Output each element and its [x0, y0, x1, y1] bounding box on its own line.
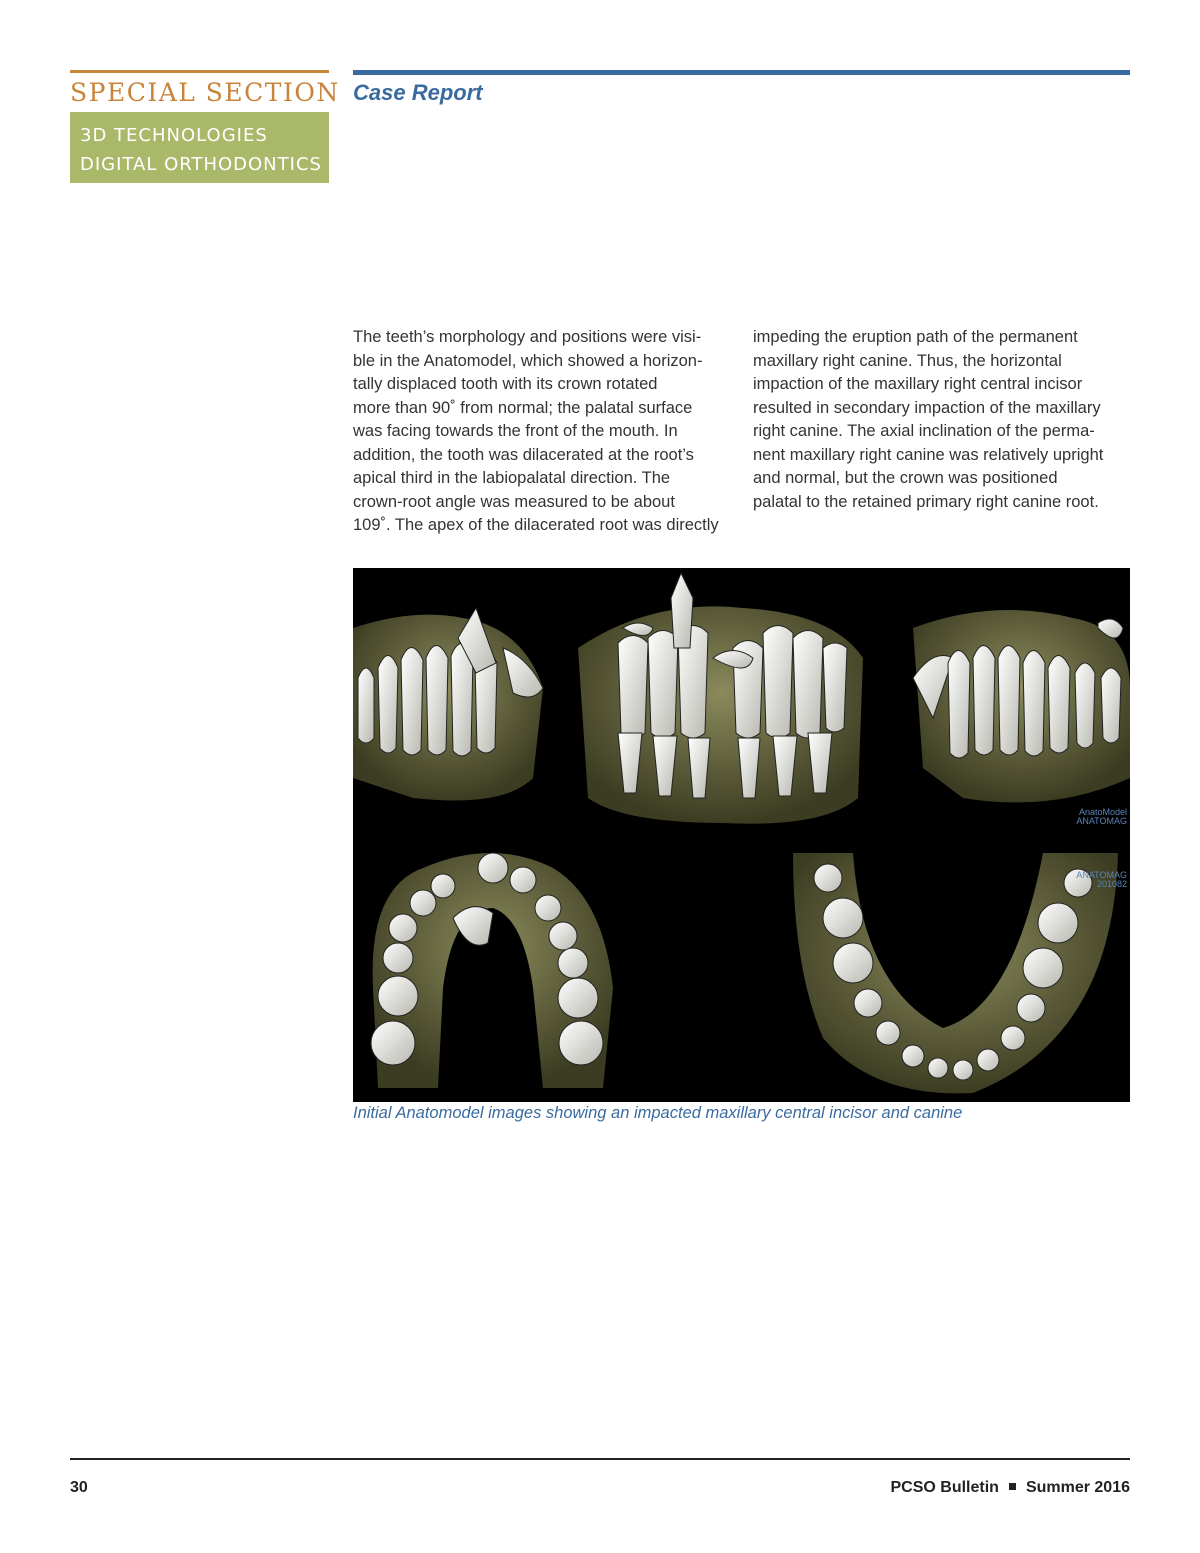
figure-caption: Initial Anatomodel images showing an impacted maxillary central incisor and canine: [353, 1104, 963, 1122]
section-rule: [70, 70, 329, 73]
footer-publication: [890, 1479, 1130, 1497]
body-column-right: impeding the eruption path of the permanent maxillary right canine. Thus, the horizontal impaction of the maxillary right central incisor resulted in secondary impaction of the maxillary right canine. The axial inclination of the perma- nent maxillary right canine was relatively upright and normal, but the crown was positioned palatal to the retained primary right canine root.: [753, 328, 1104, 511]
header-rule: [353, 70, 1130, 75]
body-column-left: The teeth’s morphology and positions were visi- ble in the Anatomodel, which showed a horizon- tally displaced tooth with its crown rotated more than 90˚ from normal; the palatal surface was facing towards the front of the mouth. In addition, the tooth was dilacerated at the root’s apical third in the labiopalatal direction. The crown-root angle was measured to be about 109˚. The apex of the dilacerated root was directly: [353, 328, 719, 534]
section-subtitle-line-2: DIGITAL ORTHODONTICS: [80, 154, 322, 175]
section-title: SPECIAL SECTION: [70, 78, 340, 107]
lateral-view-right: [913, 610, 1130, 803]
publication-name: PCSO Bulletin: [890, 1479, 999, 1496]
watermark-bottom-line-2: 201082: [1096, 879, 1127, 889]
watermark-top-line-2: ANATOMAG: [1076, 816, 1127, 826]
section-subtitle-box: [70, 112, 329, 183]
separator-square-icon: [1009, 1483, 1016, 1490]
watermark-bottom-line-1: ANATOMAG: [1076, 870, 1127, 880]
anatomodel-figure: [353, 568, 1130, 1102]
page-number: 30: [70, 1479, 88, 1496]
footer-rule: [70, 1458, 1130, 1460]
article-type-heading: Case Report: [353, 80, 483, 105]
section-subtitle-line-1: 3D TECHNOLOGIES: [80, 125, 268, 146]
issue-date: Summer 2016: [1025, 1479, 1130, 1496]
anatomodel-image: [353, 568, 1130, 1102]
watermark-top-line-1: AnatoModel: [1078, 807, 1127, 817]
